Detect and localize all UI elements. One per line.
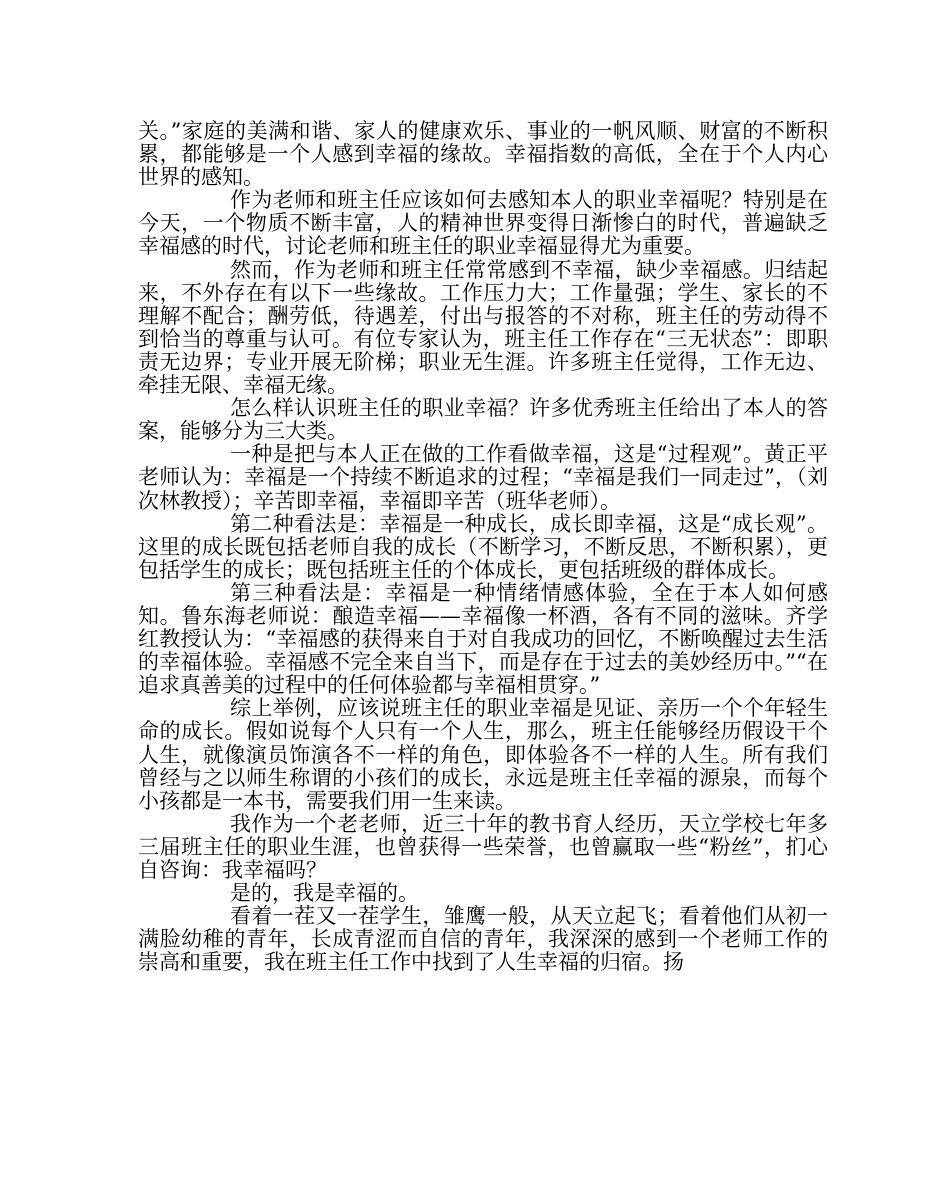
paragraph-9: 我作为一个老老师，近三十年的教书育人经历，天立学校七年多三届班主任的职业生涯，也曾获得一些荣誉，也曾赢取一些“粉丝”，扪心自咨询：我幸福吗？: [138, 811, 828, 882]
paragraph-4: 怎么样认识班主任的职业幸福？许多优秀班主任给出了本人的答案，能够分为三大类。: [138, 396, 828, 444]
paragraph-8: 综上举例，应该说班主任的职业幸福是见证、亲历一个个年轻生命的成长。假如说每个人只有一个人生，那么，班主任能够经历假设干个人生，就像演员饰演各不一样的角色，即体验各不一样的人生。所有我们曾经与之以师生称谓的小孩们的成长，永远是班主任幸福的源泉，而每个小孩都是一本书，需要我们用一生来读。: [138, 696, 828, 813]
document-body: [138, 120, 828, 974]
paragraph-11: 看着一茬又一茬学生，雏鹰一般，从天立起飞；看着他们从初一满脸幼稚的青年，长成青涩而自信的青年，我深深的感到一个老师工作的崇高和重要，我在班主任工作中找到了人生幸福的归宿。扬: [138, 904, 828, 975]
paragraph-7: 第三种看法是：幸福是一种情绪情感体验，全在于本人如何感知。鲁东海老师说：酿造幸福——幸福像一杯酒，各有不同的滋味。齐学红教授认为：“幸福感的获得来自于对自我成功的回忆，不断唤醒过去生活的幸福体验。幸福感不完全来自当下，而是存在于过去的美妙经历中。”“在追求真善美的过程中的任何体验都与幸福相贯穿。”: [138, 580, 828, 698]
paragraph-10: 是的，我是幸福的。: [230, 881, 419, 906]
paragraph-3: 然而，作为老师和班主任常常感到不幸福，缺少幸福感。归结起来，不外存在有以下一些缘故。工作压力大；工作量强；学生、家长的不理解不配合；酬劳低，待遇差，付出与报答的不对称，班主任的劳动得不到恰当的尊重与认可。有位专家认为，班主任工作存在“三无状态”：即职责无边界；专业开展无阶梯；职业无生涯。许多班主任觉得，工作无边、牵挂无限、幸福无缘。: [138, 257, 828, 398]
paragraph-1: 关。”家庭的美满和谐、家人的健康欢乐、事业的一帆风顺、财富的不断积累，都能够是一个人感到幸福的缘故。幸福指数的高低，全在于个人内心世界的感知。: [138, 119, 828, 190]
paragraph-2: 作为老师和班主任应该如何去感知本人的职业幸福呢？特别是在今天，一个物质不断丰富，人的精神世界变得日渐惨白的时代，普遍缺乏幸福感的时代，讨论老师和班主任的职业幸福显得尤为重要。: [138, 188, 828, 259]
paragraph-6: 第二种看法是：幸福是一种成长，成长即幸福，这是“成长观”。这里的成长既包括老师自我的成长（不断学习，不断反思，不断积累），更包括学生的成长；既包括班主任的个体成长，更包括班级的群体成长。: [138, 511, 828, 582]
paragraph-5: 一种是把与本人正在做的工作看做幸福，这是“过程观”。黄正平老师认为：幸福是一个持续不断追求的过程；“幸福是我们一同走过”，（刘次林教授）；辛苦即幸福，幸福即辛苦（班华老师）。: [138, 442, 828, 513]
